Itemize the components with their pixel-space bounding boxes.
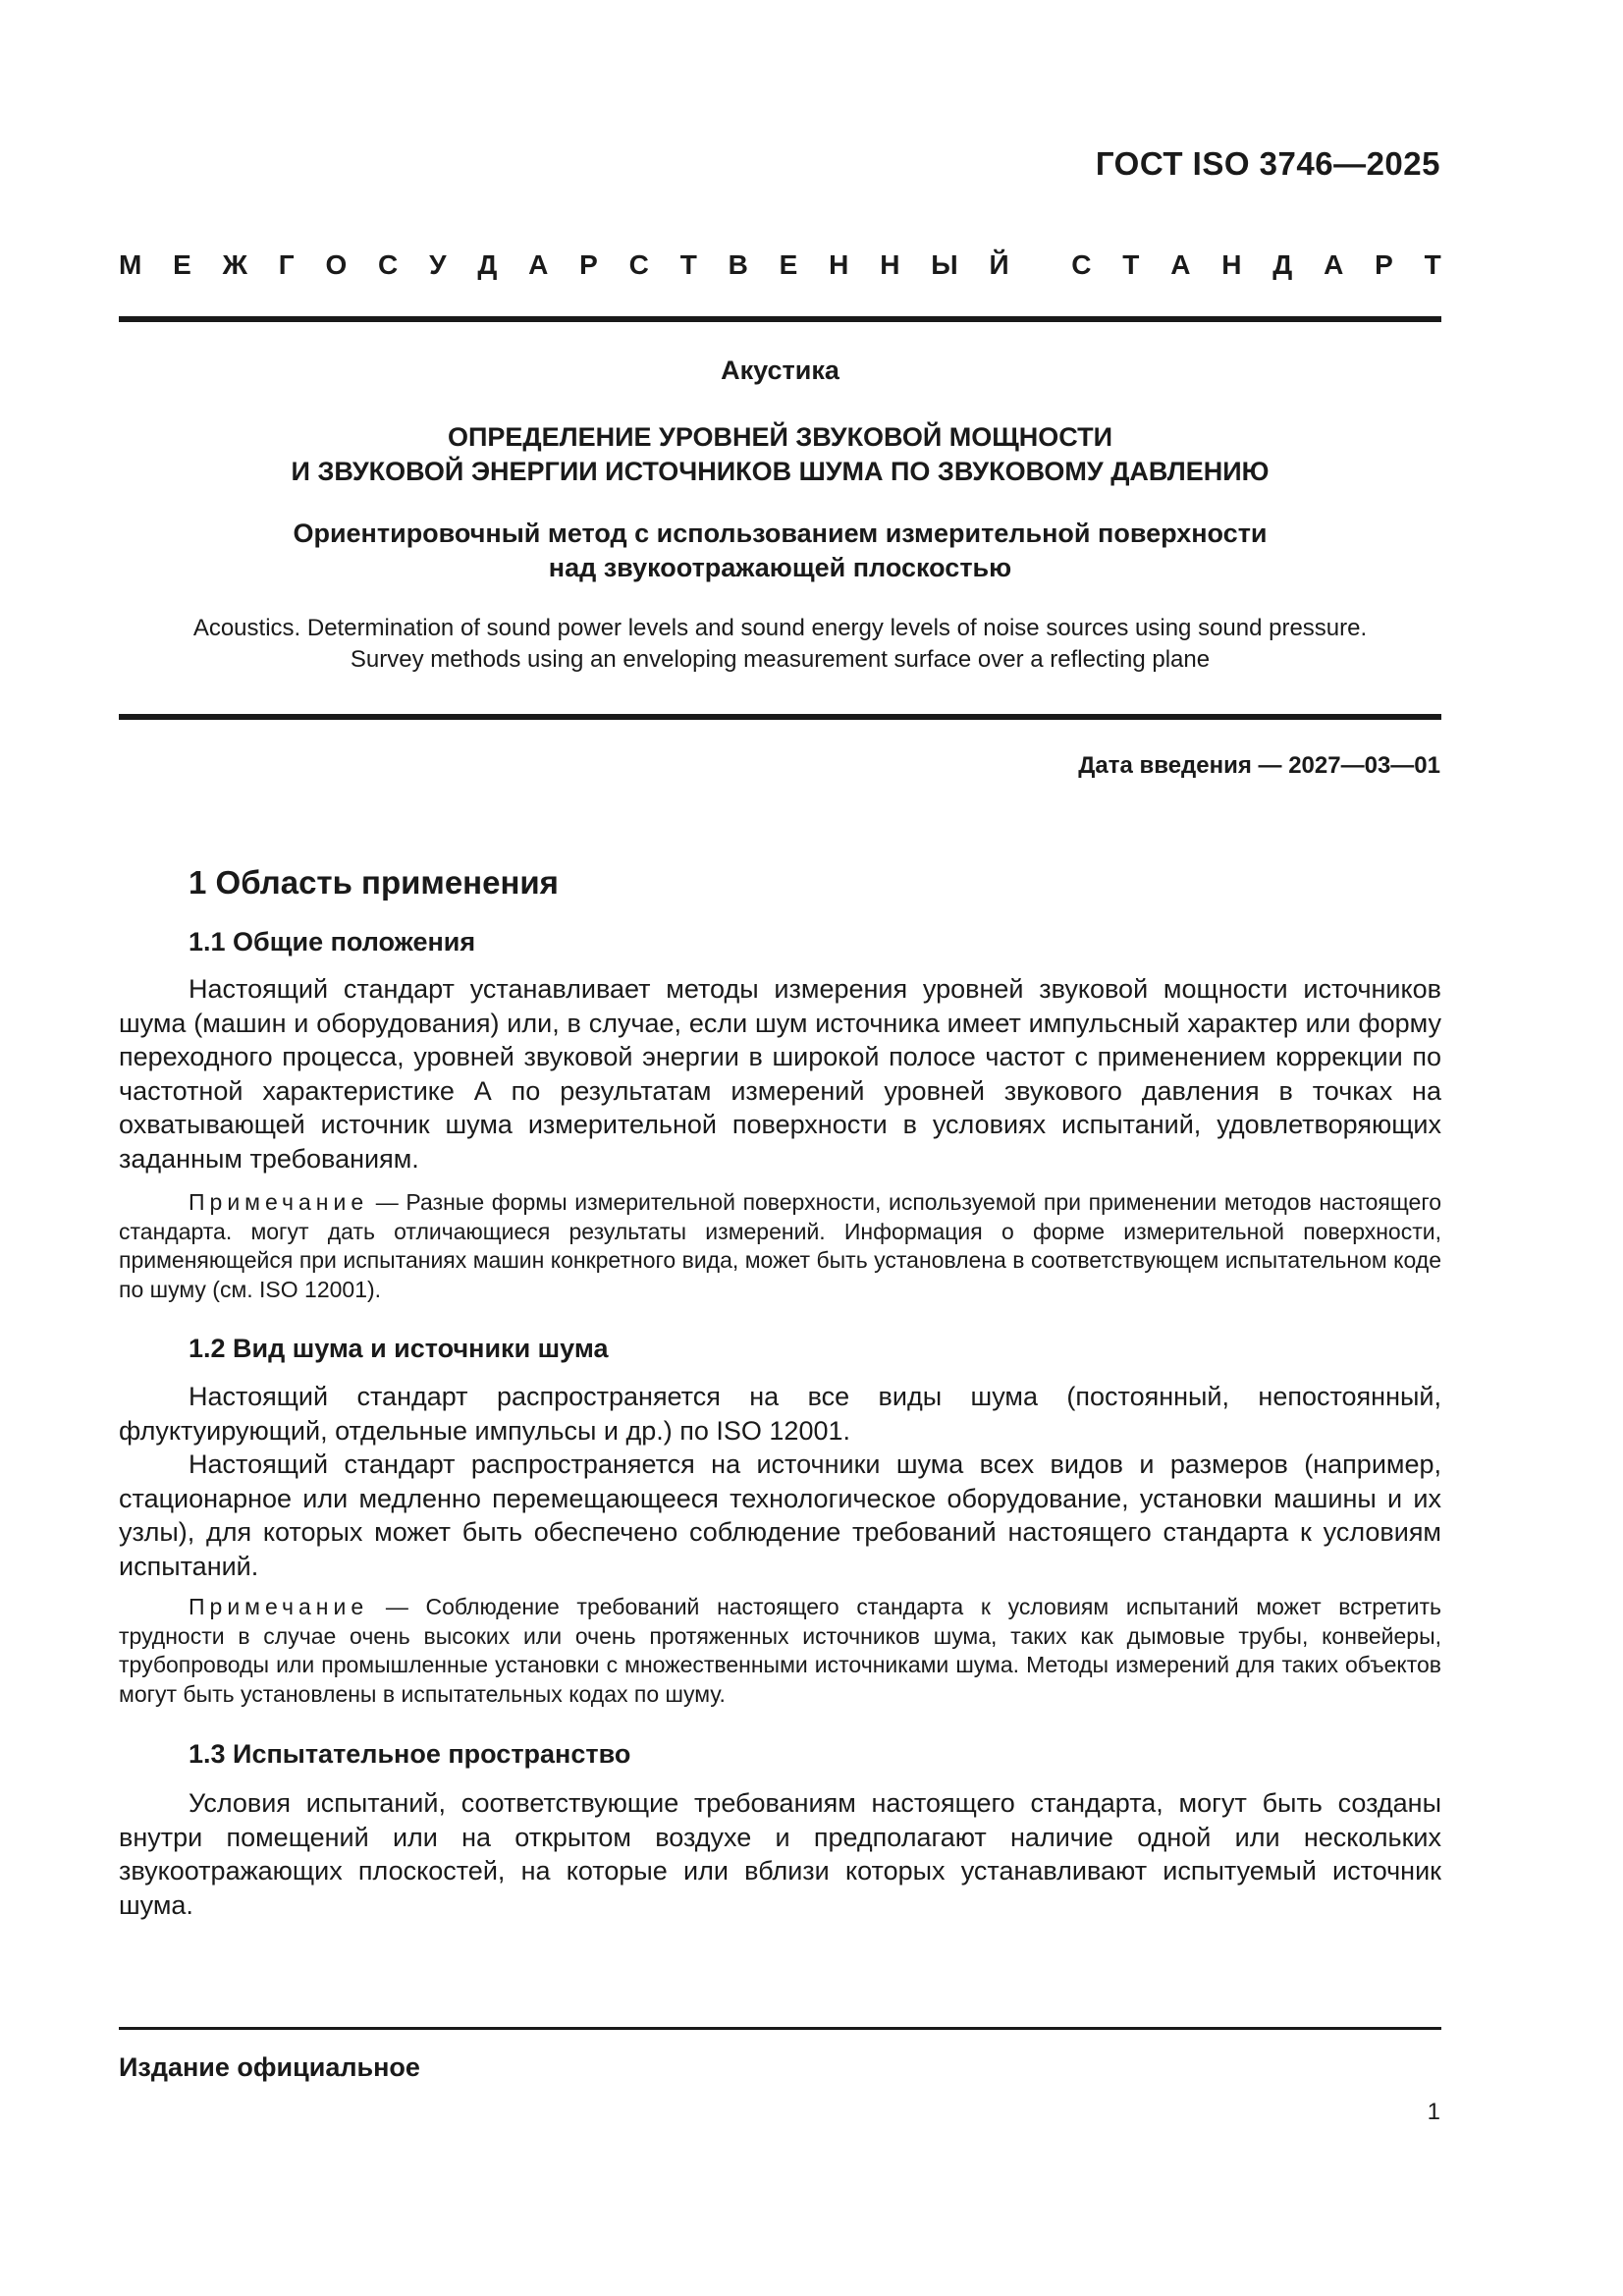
banner-letter: Е: [779, 249, 798, 280]
banner-letter: Н: [829, 249, 849, 280]
note-text: — Разные формы измерительной поверхности, используемой при применении методов настоящего стандарта. могут дать отличающиеся результаты измерений. Информация о форме измерительной поверхности, применяющейся при испытаниях машин конкретного вида, может быть установлена в соответствующем испытательном коде по шуму (см. ISO 12001).: [119, 1189, 1441, 1302]
introduction-date: Дата введения — 2027—03—01: [1078, 752, 1440, 779]
note-label: Примечание: [189, 1189, 369, 1215]
banner-letter: М: [119, 249, 142, 280]
standard-number: ГОСТ ISO 3746—2025: [1095, 145, 1440, 182]
banner-letter: Е: [173, 249, 191, 280]
interstate-standard-banner: [119, 249, 1441, 281]
note: [119, 1593, 1441, 1709]
banner-letter: А: [1170, 249, 1191, 280]
title-line: И ЗВУКОВОЙ ЭНЕРГИИ ИСТОЧНИКОВ ШУМА ПО ЗВУКОВОМУ ДАВЛЕНИЮ: [291, 457, 1270, 486]
english-title: [119, 613, 1441, 676]
banner-letter: Н: [880, 249, 900, 280]
paragraph: Настоящий стандарт распространяется на источники шума всех видов и размеров (например, стационарное или медленно перемещающееся технологическое оборудование, установки машины и их узлы), для которых может быть обеспечено соблюдение требований настоящего стандарта к условиям испытаний.: [119, 1449, 1441, 1581]
note-label: Примечание: [189, 1594, 369, 1619]
document-subject: Акустика: [721, 355, 839, 385]
subsection-heading: 1.3 Испытательное пространство: [189, 1739, 631, 1769]
banner-letter: С: [1071, 249, 1092, 280]
english-title-line: Acoustics. Determination of sound power levels and sound energy levels of noise sources using sound pressure.: [192, 615, 1368, 641]
subtitle-line: Ориентировочный метод с использованием измерительной поверхности: [293, 519, 1268, 548]
banner-letter: Р: [1375, 249, 1393, 280]
banner-letter: Г: [278, 249, 295, 280]
paragraph: Настоящий стандарт распространяется на все виды шума (постоянный, непостоянный, флуктуирующий, отдельные импульсы и др.) по ISO 12001.: [119, 1382, 1441, 1446]
title-rule: [119, 714, 1441, 720]
banner-letter: Р: [579, 249, 598, 280]
subsection-heading: 1.1 Общие положения: [189, 927, 476, 957]
official-edition-label: Издание официальное: [119, 2052, 420, 2082]
banner-letter: О: [325, 249, 348, 280]
banner-letter: У: [429, 249, 447, 280]
paragraph: Условия испытаний, соответствующие требованиям настоящего стандарта, могут быть созданы внутри помещений или на открытом воздухе и предполагают наличие одной или нескольких звукоотражающих плоскостей, на которые или вблизи которых устанавливают испытуемый источник шума.: [119, 1788, 1441, 1920]
banner-letter: Д: [1272, 249, 1293, 280]
banner-letter: Т: [679, 249, 697, 280]
paragraph: Настоящий стандарт устанавливает методы измерения уровней звуковой мощности источников шума (машин и оборудования) или, в случае, если шум источника имеет импульсный характер или форму переходного процесса, уровней звуковой энергии в широкой полосе частот с применением коррекции по частотной характеристике А по результатам измерений уровней звукового давления в точках на охватывающей источник шума измерительной поверхности в условиях испытаний, удовлетворяющих заданным требованиям.: [119, 974, 1441, 1174]
footer-rule: [119, 2027, 1441, 2030]
banner-letter: А: [1324, 249, 1344, 280]
banner-letter: Т: [1424, 249, 1441, 280]
banner-letter: Н: [1221, 249, 1242, 280]
banner-letter: С: [628, 249, 649, 280]
subtitle-line: над звукоотражающей плоскостью: [548, 553, 1012, 582]
banner-letter: Ы: [931, 249, 958, 280]
title-line: ОПРЕДЕЛЕНИЕ УРОВНЕЙ ЗВУКОВОЙ МОЩНОСТИ: [447, 422, 1113, 452]
header-rule: [119, 316, 1441, 322]
section-heading: 1 Область применения: [189, 864, 559, 901]
banner-letter: В: [728, 249, 748, 280]
english-title-line: Survey methods using an enveloping measurement surface over a reflecting plane: [350, 646, 1211, 673]
banner-letter: Ж: [222, 249, 247, 280]
banner-letter: Т: [1122, 249, 1140, 280]
note: [119, 1188, 1441, 1304]
document-title: [119, 420, 1441, 489]
banner-letter: Й: [989, 249, 1009, 280]
subsection-heading: 1.2 Вид шума и источники шума: [189, 1334, 609, 1363]
banner-letter: С: [378, 249, 399, 280]
banner-letter: А: [528, 249, 549, 280]
document-subtitle: [119, 517, 1441, 585]
page-number: 1: [1427, 2099, 1440, 2125]
note-text: — Соблюдение требований настоящего стандарта к условиям испытаний может встретить трудности в случае очень высоких или очень протяженных источников шума, таких как дымовые трубы, конвейеры, трубопроводы или промышленные установки с множественными источниками шума. Методы измерений для таких объектов могут быть установлены в испытательных кодах по шуму.: [119, 1594, 1441, 1707]
banner-letter: Д: [477, 249, 498, 280]
